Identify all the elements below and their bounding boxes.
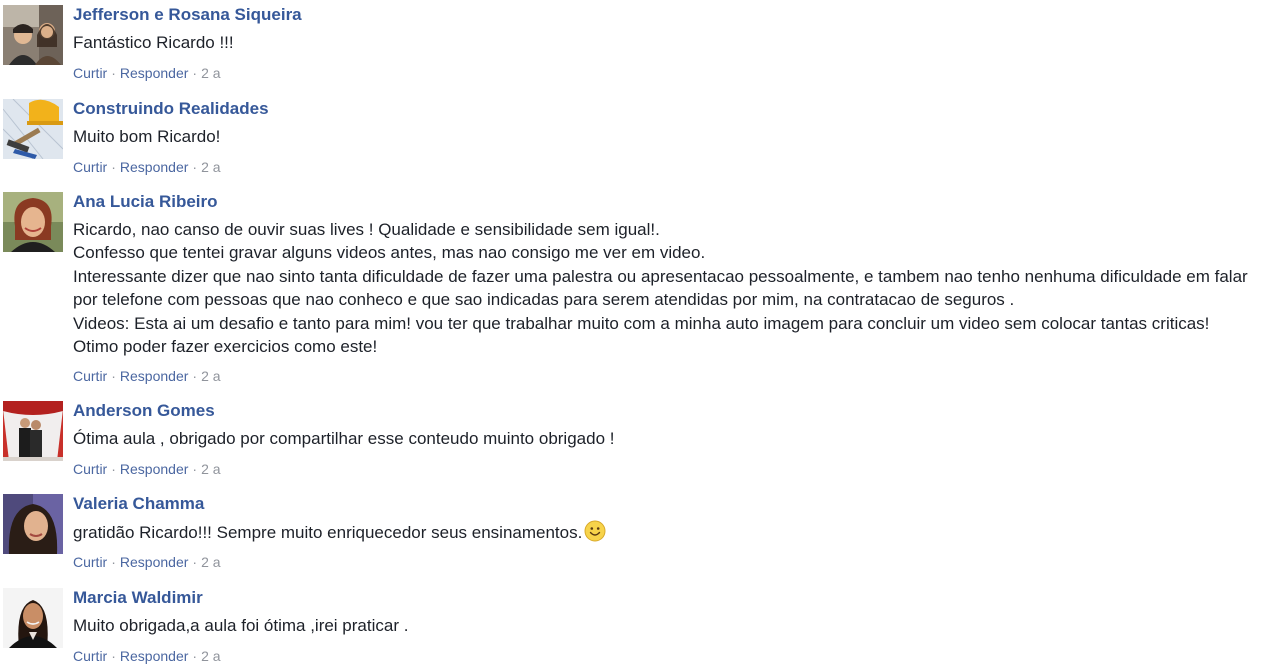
comment-actions: [73, 64, 221, 82]
separator-dot: ·: [111, 554, 116, 570]
comment-actions: [73, 647, 221, 665]
separator-dot: ·: [192, 65, 198, 81]
comment-text-line: Confesso que tentei gravar alguns videos antes, mas nao consigo me ver em video.: [73, 243, 706, 263]
like-link[interactable]: Curtir: [73, 65, 108, 81]
comment-author-link[interactable]: Anderson Gomes: [73, 401, 215, 420]
comment-age[interactable]: 2 a: [201, 554, 221, 570]
separator-dot: ·: [192, 554, 198, 570]
separator-dot: ·: [192, 461, 198, 477]
comment-actions: [73, 367, 221, 385]
separator-dot: ·: [111, 368, 116, 384]
reply-link[interactable]: Responder: [119, 554, 189, 570]
comment-text-line: Ótima aula , obrigado por compartilhar esse conteudo muinto obrigado !: [73, 429, 615, 448]
comment-text-line: por telefone com pessoas que nao conheco e que sao indicadas para serem atendidas por mim, na contratacao de seguros .: [73, 290, 1015, 310]
separator-dot: ·: [111, 159, 116, 175]
comment-text-line: Otimo poder fazer exercicios como este!: [73, 337, 378, 357]
comment-author-link[interactable]: Ana Lucia Ribeiro: [73, 192, 218, 211]
avatar[interactable]: [3, 588, 63, 648]
smiley-emoji-icon: [584, 520, 606, 548]
comment-text: [73, 614, 1288, 637]
separator-dot: ·: [111, 648, 116, 664]
reply-link[interactable]: Responder: [119, 159, 189, 175]
comment-actions: [73, 553, 221, 571]
comment-text-content: gratidão Ricardo!!! Sempre muito enriquecedor seus ensinamentos.: [73, 523, 583, 542]
comment-author-link[interactable]: Valeria Chamma: [73, 494, 205, 513]
comment-text-line: [73, 520, 1288, 548]
comment-text-line: Videos: Esta ai um desafio e tanto para mim! vou ter que trabalhar muito com a minha auto imagem para concluir um video sem colocar tantas criticas!: [73, 313, 1210, 333]
separator-dot: ·: [192, 159, 198, 175]
reply-link[interactable]: Responder: [119, 461, 189, 477]
comment-text-line: Muito bom Ricardo!: [73, 127, 221, 146]
comment-age[interactable]: 2 a: [201, 648, 221, 664]
separator-dot: ·: [192, 648, 198, 664]
avatar[interactable]: [3, 5, 63, 65]
avatar[interactable]: [3, 99, 63, 159]
comment-text: [73, 218, 1288, 358]
like-link[interactable]: Curtir: [73, 648, 108, 664]
like-link[interactable]: Curtir: [73, 368, 108, 384]
comment-age[interactable]: 2 a: [201, 159, 221, 175]
separator-dot: ·: [111, 65, 116, 81]
comment-text: [73, 31, 1288, 54]
avatar[interactable]: [3, 192, 63, 252]
comment-author-link[interactable]: Construindo Realidades: [73, 99, 269, 118]
comment-author-link[interactable]: Jefferson e Rosana Siqueira: [73, 5, 302, 24]
comment-actions: [73, 158, 221, 176]
comment-text: [73, 520, 1288, 548]
like-link[interactable]: Curtir: [73, 461, 108, 477]
comment-age[interactable]: 2 a: [201, 461, 221, 477]
reply-link[interactable]: Responder: [119, 65, 189, 81]
avatar[interactable]: [3, 494, 63, 554]
comment-age[interactable]: 2 a: [201, 65, 221, 81]
comment-text-line: Fantástico Ricardo !!!: [73, 33, 234, 52]
avatar[interactable]: [3, 401, 63, 461]
like-link[interactable]: Curtir: [73, 554, 108, 570]
reply-link[interactable]: Responder: [119, 368, 189, 384]
comment-author-link[interactable]: Marcia Waldimir: [73, 588, 203, 607]
comment-text: [73, 427, 1288, 450]
like-link[interactable]: Curtir: [73, 159, 108, 175]
comment-text-line: Ricardo, nao canso de ouvir suas lives ! Qualidade e sensibilidade sem igual!.: [73, 220, 660, 239]
comment-age[interactable]: 2 a: [201, 368, 221, 384]
comment-actions: [73, 460, 221, 478]
comment-text: [73, 125, 1288, 148]
separator-dot: ·: [192, 368, 198, 384]
comment-text-line: Muito obrigada,a aula foi ótima ,irei praticar .: [73, 616, 409, 635]
reply-link[interactable]: Responder: [119, 648, 189, 664]
separator-dot: ·: [111, 461, 116, 477]
comment-text-line: Interessante dizer que nao sinto tanta dificuldade de fazer uma palestra ou apresentacao pessoalmente, e tambem nao tenho nenhuma dificuldade em falar: [73, 266, 1248, 286]
